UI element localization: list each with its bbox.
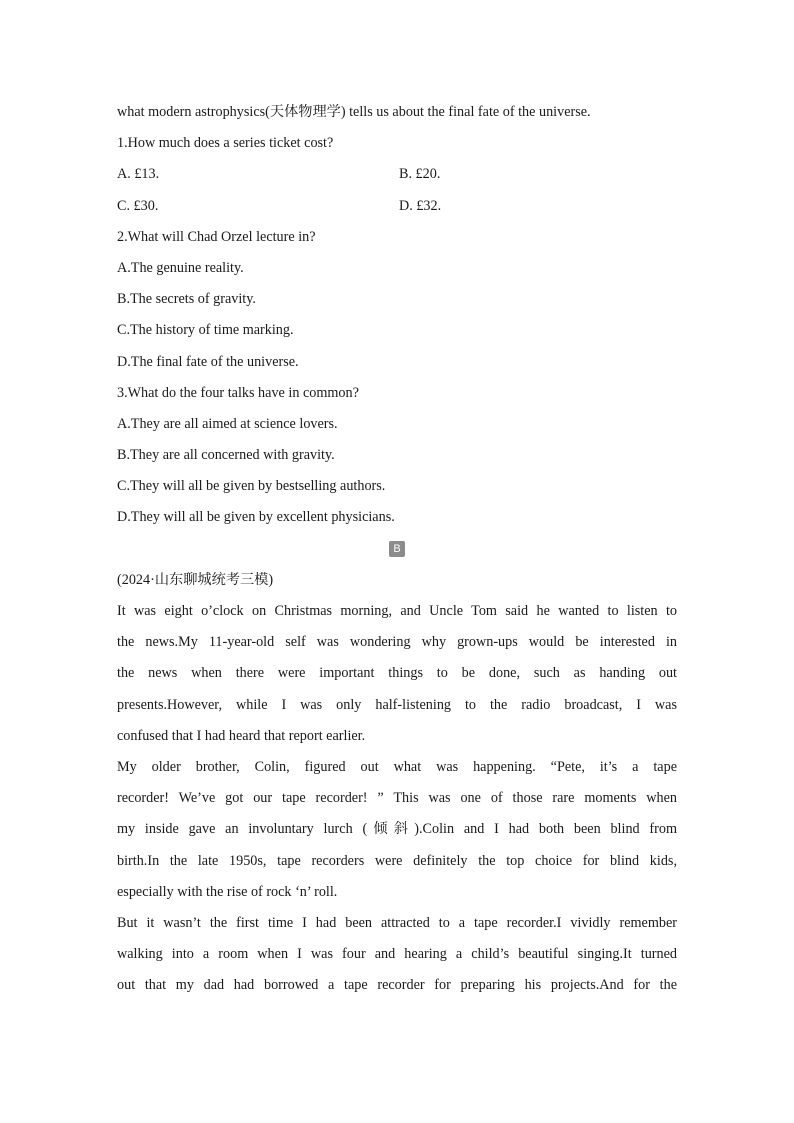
question-1-options-row-1	[117, 159, 677, 190]
question-1-option-c: C. £30.	[117, 197, 159, 214]
passage-a-tail: what modern astrophysics(天体物理学) tells us about the final fate of the universe.	[117, 104, 591, 120]
question-2-option-d: D.The final fate of the universe.	[117, 353, 299, 370]
passage-line: confused that I had heard that report earlier.	[117, 727, 366, 744]
question-1-option-a: A. £13.	[117, 166, 160, 183]
question-1-options-row-2	[117, 191, 677, 222]
question-3-option-b: B.They are all concerned with gravity.	[117, 447, 335, 464]
question-2-option-a: A.The genuine reality.	[117, 259, 244, 276]
passage-line: the news.My 11-year-old self was wondering why grown-ups would be interested in	[117, 634, 677, 651]
passage-line: my inside gave an involuntary lurch (倾斜).Colin and I had both been blind from	[117, 821, 677, 838]
passage-line: out that my dad had borrowed a tape recorder for preparing his projects.And for the	[117, 977, 677, 994]
passage-line: presents.However, while I was only half-listening to the radio broadcast, I was	[117, 696, 677, 713]
question-3-option-a: A.They are all aimed at science lovers.	[117, 415, 338, 432]
question-2-option-b: B.The secrets of gravity.	[117, 291, 256, 308]
passage-line: It was eight o’clock on Christmas morning, and Uncle Tom said he wanted to listen to	[117, 603, 677, 619]
question-3-option-d: D.They will all be given by excellent physicians.	[117, 509, 395, 526]
passage-line: But it wasn’t the first time I had been attracted to a tape recorder.I vividly remember	[117, 914, 677, 931]
passage-line: My older brother, Colin, figured out what was happening. “Pete, it’s a tape	[117, 758, 677, 775]
question-3-stem: 3.What do the four talks have in common?	[117, 384, 359, 401]
passage-line: birth.In the late 1950s, tape recorders were definitely the top choice for blind kids,	[117, 852, 677, 869]
question-1-option-d: D. £32.	[399, 197, 442, 214]
question-1-stem: 1.How much does a series ticket cost?	[117, 135, 334, 152]
section-b-marker	[117, 534, 677, 565]
question-3-option-c: C.They will all be given by bestselling authors.	[117, 478, 386, 495]
question-2-stem: 2.What will Chad Orzel lecture in?	[117, 228, 316, 245]
question-2-option-c: C.The history of time marking.	[117, 322, 294, 339]
document-page	[117, 97, 677, 1001]
passage-line: walking into a room when I was four and hearing a child’s beautiful singing.It turned	[117, 946, 677, 963]
question-1-option-b: B. £20.	[399, 166, 441, 183]
passage-line: especially with the rise of rock ‘n’ roll.	[117, 883, 338, 900]
section-b-badge: B	[389, 541, 405, 557]
passage-line: the news when there were important things to be done, such as handing out	[117, 665, 677, 682]
section-b-source: (2024·山东聊城统考三模)	[117, 571, 274, 588]
passage-line: recorder! We’ve got our tape recorder! ” This was one of those rare moments when	[117, 790, 677, 807]
